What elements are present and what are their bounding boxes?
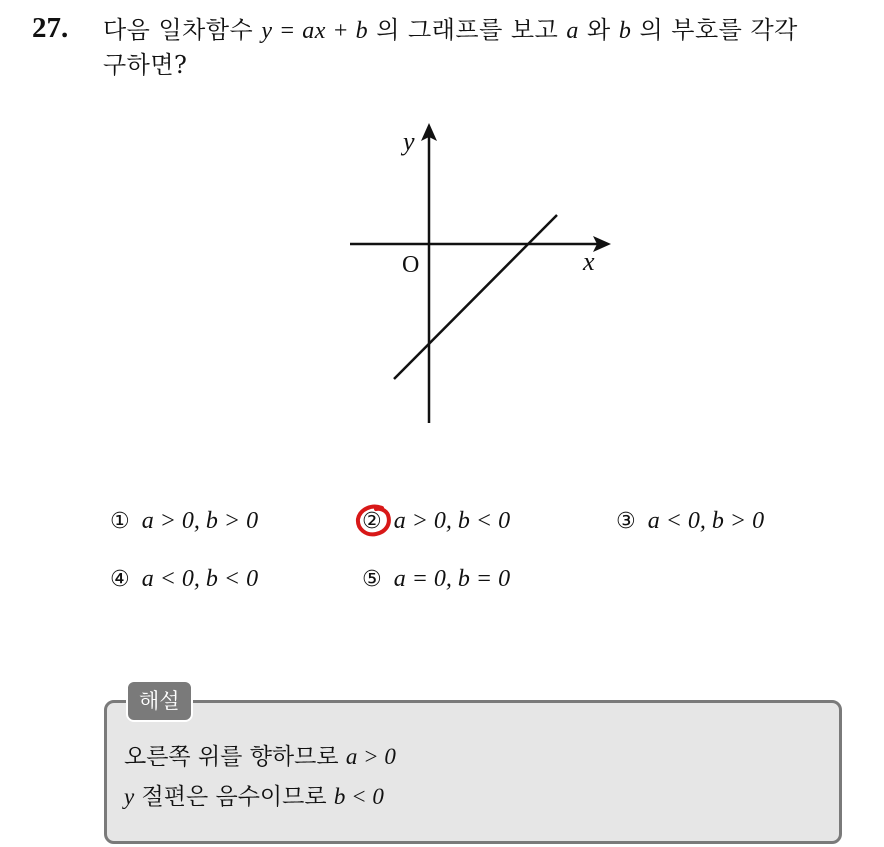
linear-graph — [345, 115, 620, 430]
y-axis-label: y — [403, 127, 415, 156]
function-line — [394, 215, 557, 379]
equation: y = ax + b — [261, 18, 369, 44]
choice-1[interactable] — [110, 508, 258, 535]
question-text-part: 다음 일차함수 — [103, 16, 262, 44]
question-text-part: 의 그래프를 보고 — [368, 16, 567, 44]
origin-label: O — [402, 252, 420, 278]
solution-text: 절편은 음수이므로 — [134, 784, 334, 810]
solution-tab: 해설 — [126, 680, 193, 722]
choice-expression: a < 0, b > 0 — [647, 508, 765, 534]
question-text-part: 의 부호를 각각 — [631, 16, 798, 44]
choice-expression: a > 0, b < 0 — [393, 508, 511, 534]
choice-number: ⑤ — [362, 567, 382, 592]
choice-number: ④ — [110, 567, 130, 592]
choice-4[interactable] — [110, 566, 258, 593]
solution-math: a > 0 — [345, 744, 396, 769]
answer-circle-stroke — [358, 507, 389, 535]
var-b: b — [618, 18, 632, 44]
var-a: a — [566, 18, 579, 44]
choice-expression: a < 0, b < 0 — [141, 566, 259, 592]
question-number: 27. — [32, 12, 69, 44]
x-axis-label: x — [583, 247, 595, 276]
solution-line-2 — [124, 778, 384, 811]
question-text-line2: 구하면? — [103, 51, 188, 79]
solution-math: b < 0 — [333, 784, 384, 809]
question-text — [103, 13, 873, 82]
choice-expression: a > 0, b > 0 — [141, 508, 259, 534]
choice-3[interactable] — [616, 508, 764, 535]
solution-text: 오른쪽 위를 향하므로 — [124, 744, 346, 770]
choice-5[interactable] — [362, 566, 510, 593]
choice-number: ② — [362, 509, 382, 534]
answer-circle-mark — [354, 503, 394, 539]
question-text-part: 와 — [578, 16, 619, 44]
choice-number: ① — [110, 509, 130, 534]
choice-expression: a = 0, b = 0 — [393, 566, 511, 592]
solution-box — [104, 700, 842, 844]
solution-var: y — [124, 784, 135, 809]
solution-line-1 — [124, 738, 396, 771]
choice-number: ③ — [616, 509, 636, 534]
